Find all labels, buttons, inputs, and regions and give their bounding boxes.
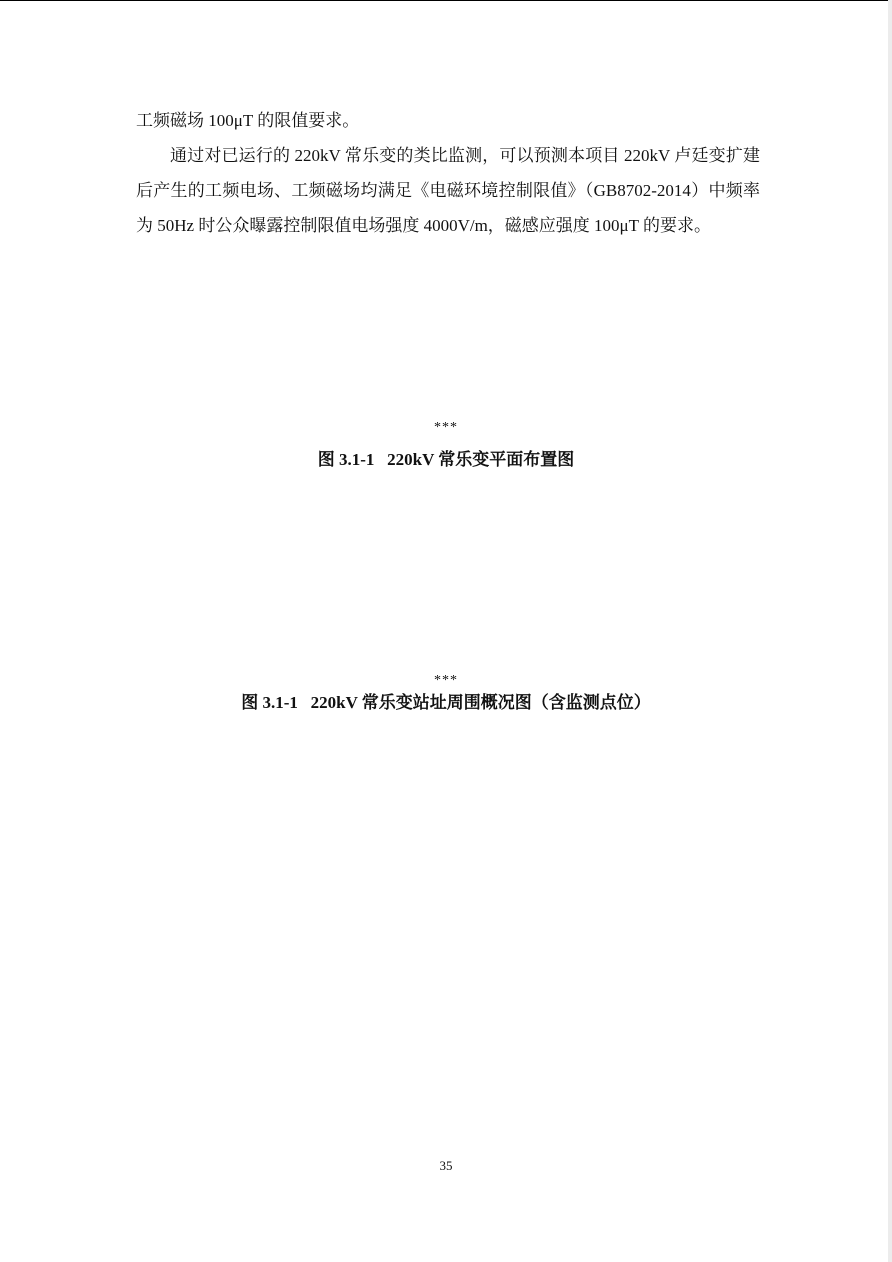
figure-placeholder-surroundings: *** [434,673,458,688]
figure-placeholder-layout: *** [434,420,458,435]
figure-caption-surroundings: 图 3.1-1 220kV 常乐变站址周围概况图（含监测点位） [241,693,651,712]
page-number: 35 [439,1158,453,1173]
body-text [136,103,760,243]
page-top-border [0,0,892,1]
figure-caption-layout: 图 3.1-1 220kV 常乐变平面布置图 [317,450,575,469]
paragraph-conclusion: 通过对已运行的 220kV 常乐变的类比监测，可以预测本项目 220kV 卢廷变扩建后产生的工频电场、工频磁场均满足《电磁环境控制限值》（GB8702-2014）中频率为 50Hz 时公众曝露控制限值电场强度 4000V/m，磁感应强度 100μT 的要求。 [136,146,760,235]
paragraph-continuation: 工频磁场 100μT 的限值要求。 [136,111,360,130]
page-right-edge [888,0,892,1262]
